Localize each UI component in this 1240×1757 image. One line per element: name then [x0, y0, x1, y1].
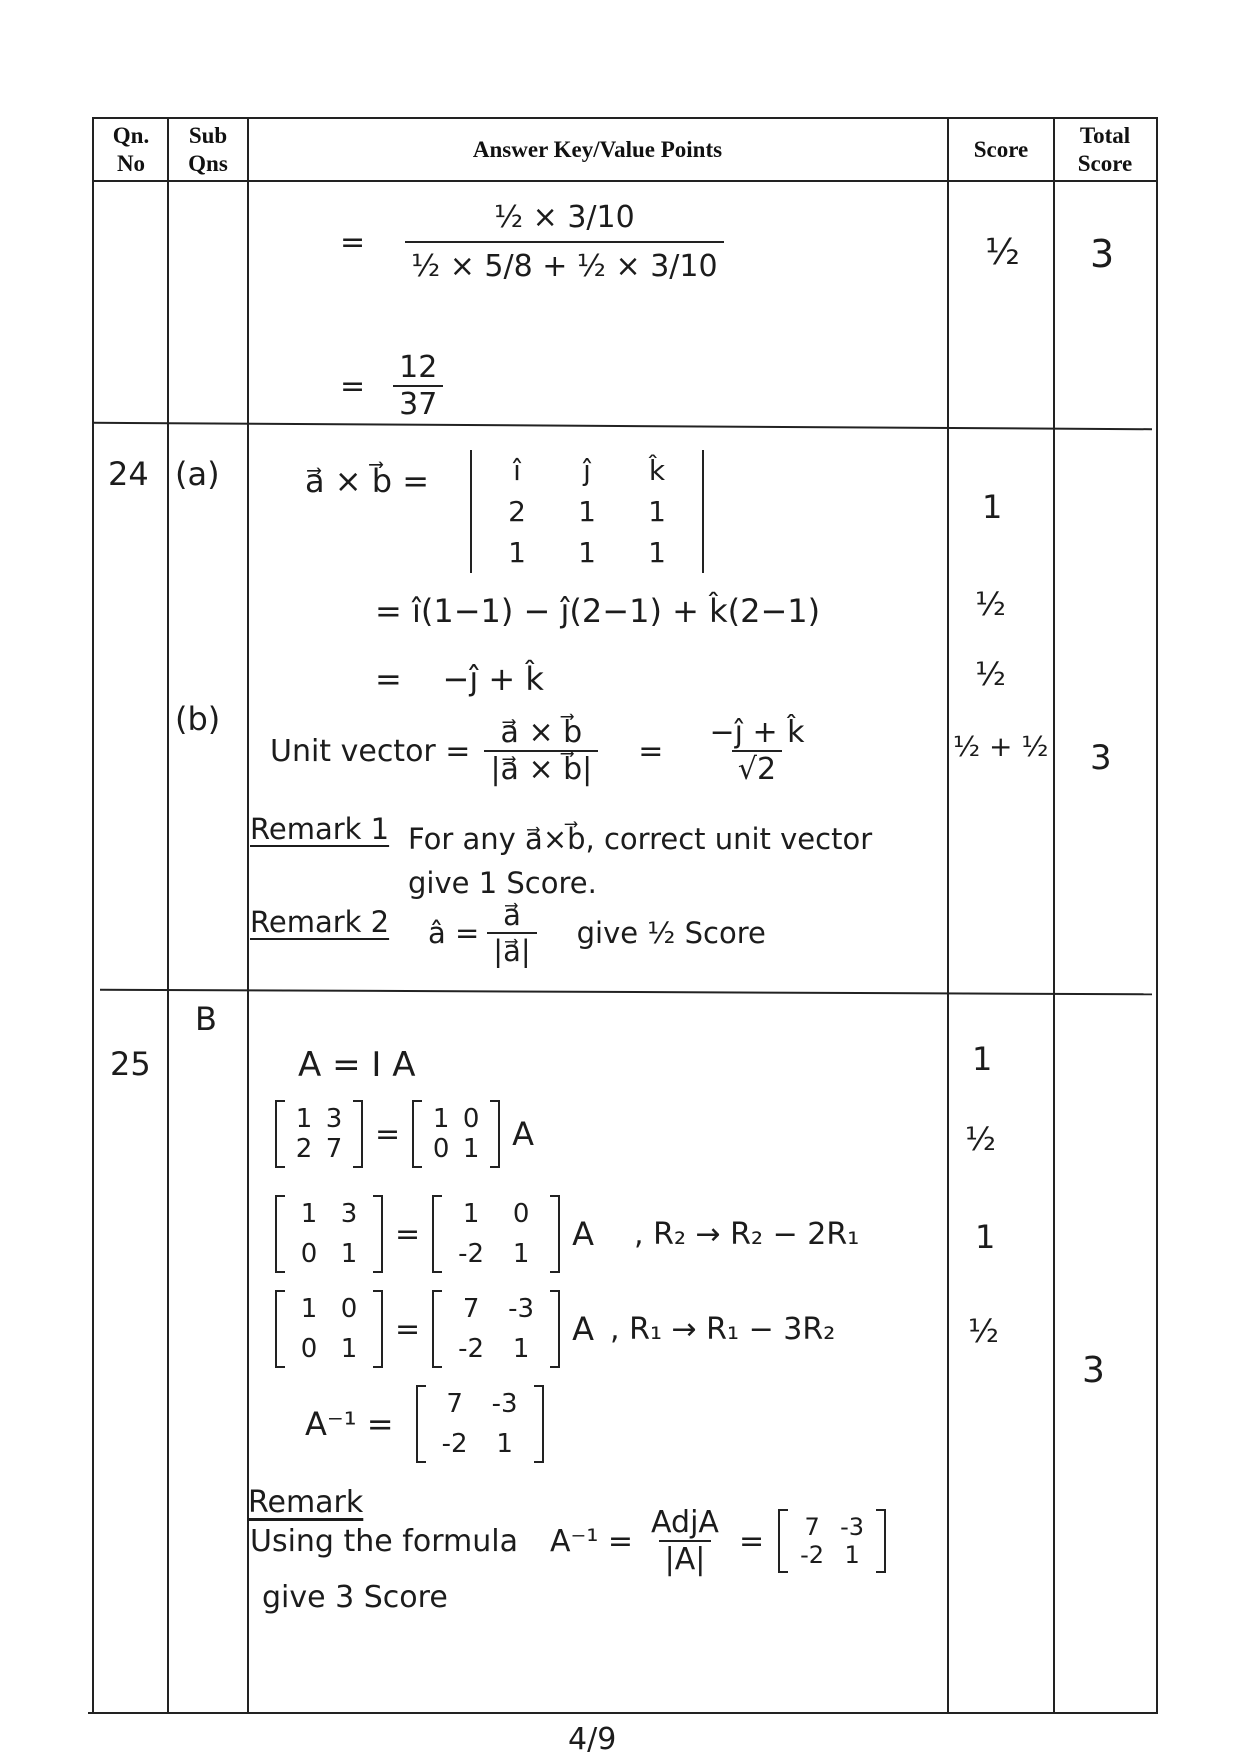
- matrix-cell: 1: [496, 1429, 513, 1459]
- fraction-numerator: 12: [399, 350, 438, 385]
- matrix: [778, 1509, 886, 1573]
- q23-expr2: [340, 350, 443, 422]
- fraction-denominator: |A|: [659, 1540, 712, 1577]
- q25-total: 3: [1082, 1350, 1105, 1391]
- matrix-cell: 1: [300, 1199, 318, 1229]
- equals-sign: =: [375, 1116, 401, 1152]
- det-cell: 1: [578, 536, 596, 569]
- table-left-border: [92, 117, 94, 1714]
- remark1-text: For any a⃗×b⃗, correct unit vector: [408, 822, 873, 856]
- page-number: 4/9: [568, 1722, 617, 1757]
- matrix-cell: -3: [491, 1389, 518, 1419]
- remark2-lhs: â =: [428, 916, 480, 950]
- header-answer-key: Answer Key/Value Points: [472, 137, 723, 162]
- matrix-cell: 3: [325, 1104, 343, 1134]
- q25-remark-line: [250, 1505, 886, 1577]
- q25-sub: B: [195, 1000, 217, 1038]
- q25-eq2: [275, 1195, 859, 1273]
- matrix-cell: 1: [512, 1239, 530, 1269]
- q25-remark-label: Remark: [248, 1485, 364, 1520]
- q24-score: ½: [975, 655, 1007, 693]
- q25-score: ½: [965, 1120, 997, 1158]
- equals-sign: =: [738, 1523, 765, 1559]
- matrix: [275, 1100, 363, 1168]
- matrix-cell: 0: [340, 1294, 358, 1324]
- table-right-border: [1156, 117, 1158, 1714]
- matrix-cell: 0: [432, 1134, 450, 1164]
- q25-score: 1: [975, 1218, 996, 1256]
- det-cell: 1: [648, 536, 666, 569]
- matrix-cell: 2: [295, 1134, 313, 1164]
- q25-inverse: [305, 1385, 544, 1463]
- matrix-cell: -2: [458, 1239, 485, 1269]
- q25-eq1: [275, 1100, 534, 1168]
- fraction-denominator: |a⃗ × b⃗|: [484, 750, 598, 787]
- matrix: [275, 1290, 383, 1368]
- fraction-numerator: AdjA: [651, 1505, 719, 1540]
- equals-sign: =: [395, 1216, 421, 1252]
- col-divider-sub: [247, 117, 249, 1714]
- row-operation: , R₂ → R₂ − 2R₁: [634, 1216, 860, 1252]
- q24-number: 24: [108, 455, 149, 493]
- equals-sign: =: [395, 1311, 421, 1347]
- remark1-label: Remark 1: [250, 812, 390, 846]
- matrix-cell: -2: [441, 1429, 468, 1459]
- col-divider-answer: [947, 117, 949, 1714]
- matrix-cell: 1: [844, 1541, 860, 1569]
- q24-score: 1: [982, 488, 1003, 526]
- remark2-label: Remark 2: [250, 905, 390, 939]
- det-cell: î: [513, 454, 521, 487]
- q25-score: ½: [968, 1312, 1000, 1350]
- q23-score: ½: [985, 232, 1020, 273]
- matrix: [412, 1100, 500, 1168]
- matrix-a-label: A: [512, 1115, 535, 1153]
- header-qn-no: Qn. No: [112, 123, 150, 176]
- remark2-formula: [428, 898, 766, 968]
- det-cell: ĵ: [583, 454, 591, 487]
- row-operation: , R₁ → R₁ − 3R₂: [610, 1311, 836, 1347]
- table-top-border: [92, 117, 1158, 119]
- unit-vector-line: [270, 715, 811, 787]
- matrix-a-label: A: [572, 1310, 595, 1348]
- matrix-cell: 0: [300, 1334, 318, 1364]
- fraction: [484, 715, 598, 787]
- matrix-cell: 7: [462, 1294, 480, 1324]
- cross-product-lhs: a⃗ × b⃗ =: [305, 462, 430, 500]
- matrix: [416, 1385, 544, 1463]
- q25-eq3: [275, 1290, 835, 1368]
- q23-expr1: [340, 200, 724, 284]
- remark-lhs: A⁻¹ =: [549, 1523, 634, 1559]
- q25-score: 1: [972, 1040, 993, 1078]
- row-divider-24-25: [100, 989, 1152, 996]
- matrix: [432, 1290, 560, 1368]
- matrix-cell: 1: [462, 1199, 480, 1229]
- matrix-cell: -2: [800, 1541, 825, 1569]
- matrix-cell: 1: [295, 1104, 313, 1134]
- q24-score: ½ + ½: [953, 730, 1049, 763]
- matrix-cell: 1: [340, 1334, 358, 1364]
- cross-product-step1: = î(1−1) − ĵ(2−1) + k̂(2−1): [375, 592, 821, 630]
- matrix-cell: 7: [325, 1134, 343, 1164]
- matrix: [275, 1195, 383, 1273]
- cross-product-step2: = −ĵ + k̂: [375, 660, 544, 698]
- unit-vector-label: Unit vector =: [270, 733, 471, 769]
- matrix-a-label: A: [572, 1215, 595, 1253]
- header-total-score: Total Score: [1077, 123, 1133, 176]
- matrix-cell: 0: [512, 1199, 530, 1229]
- q25-remark-text2: give 3 Score: [262, 1580, 448, 1615]
- fraction-denominator: |a⃗|: [487, 932, 536, 968]
- remark1-text: give 1 Score.: [408, 866, 597, 900]
- fraction: [487, 898, 536, 968]
- q24-total: 3: [1090, 738, 1112, 778]
- equals-sign: =: [340, 224, 366, 260]
- header-score: Score: [973, 137, 1029, 162]
- q24-part-a: (a): [175, 455, 220, 493]
- fraction-numerator: ½ × 3/10: [494, 200, 635, 235]
- equals-sign: =: [340, 368, 366, 404]
- matrix-cell: 1: [432, 1104, 450, 1134]
- det-cell: 1: [648, 495, 666, 528]
- q25-line1: A = I A: [298, 1045, 416, 1085]
- matrix-cell: -2: [458, 1334, 485, 1364]
- fraction: [405, 200, 723, 284]
- fraction: [645, 1505, 725, 1577]
- fraction: [703, 715, 810, 787]
- matrix-cell: 7: [446, 1389, 463, 1419]
- remark-text: Using the formula: [250, 1523, 518, 1559]
- matrix-cell: 3: [340, 1199, 358, 1229]
- fraction-denominator: ½ × 5/8 + ½ × 3/10: [405, 241, 723, 284]
- fraction-numerator: a⃗ × b⃗: [500, 715, 583, 750]
- matrix-cell: 1: [462, 1134, 480, 1164]
- fraction: [393, 350, 443, 422]
- q24-score: ½: [975, 585, 1007, 623]
- fraction-denominator: 37: [393, 385, 443, 422]
- matrix-cell: 1: [512, 1334, 530, 1364]
- q24-part-b: (b): [175, 700, 221, 738]
- matrix-cell: 1: [300, 1294, 318, 1324]
- equals-sign: =: [638, 733, 664, 769]
- col-divider-score: [1053, 117, 1055, 1714]
- det-cell: 1: [578, 495, 596, 528]
- matrix-cell: 7: [804, 1513, 820, 1541]
- fraction-numerator: −ĵ + k̂: [709, 715, 805, 750]
- det-cell: 2: [508, 495, 526, 528]
- q25-number: 25: [110, 1045, 151, 1083]
- matrix-cell: -3: [840, 1513, 865, 1541]
- row-divider-23-24: [92, 422, 1152, 430]
- header-sub-qns: Sub Qns: [188, 123, 228, 176]
- matrix: [432, 1195, 560, 1273]
- fraction-denominator: √2: [732, 750, 782, 787]
- inverse-lhs: A⁻¹ =: [305, 1405, 394, 1443]
- header-bottom-border: [92, 180, 1158, 182]
- matrix-cell: 0: [300, 1239, 318, 1269]
- matrix-cell: 1: [340, 1239, 358, 1269]
- det-cell: 1: [508, 536, 526, 569]
- determinant: [470, 450, 704, 573]
- matrix-cell: -3: [508, 1294, 535, 1324]
- col-divider-qno: [167, 117, 169, 1714]
- remark2-text: give ½ Score: [576, 916, 766, 950]
- det-cell: k̂: [648, 454, 666, 487]
- fraction-numerator: a⃗: [503, 898, 521, 932]
- q23-total: 3: [1090, 232, 1115, 276]
- matrix-cell: 0: [462, 1104, 480, 1134]
